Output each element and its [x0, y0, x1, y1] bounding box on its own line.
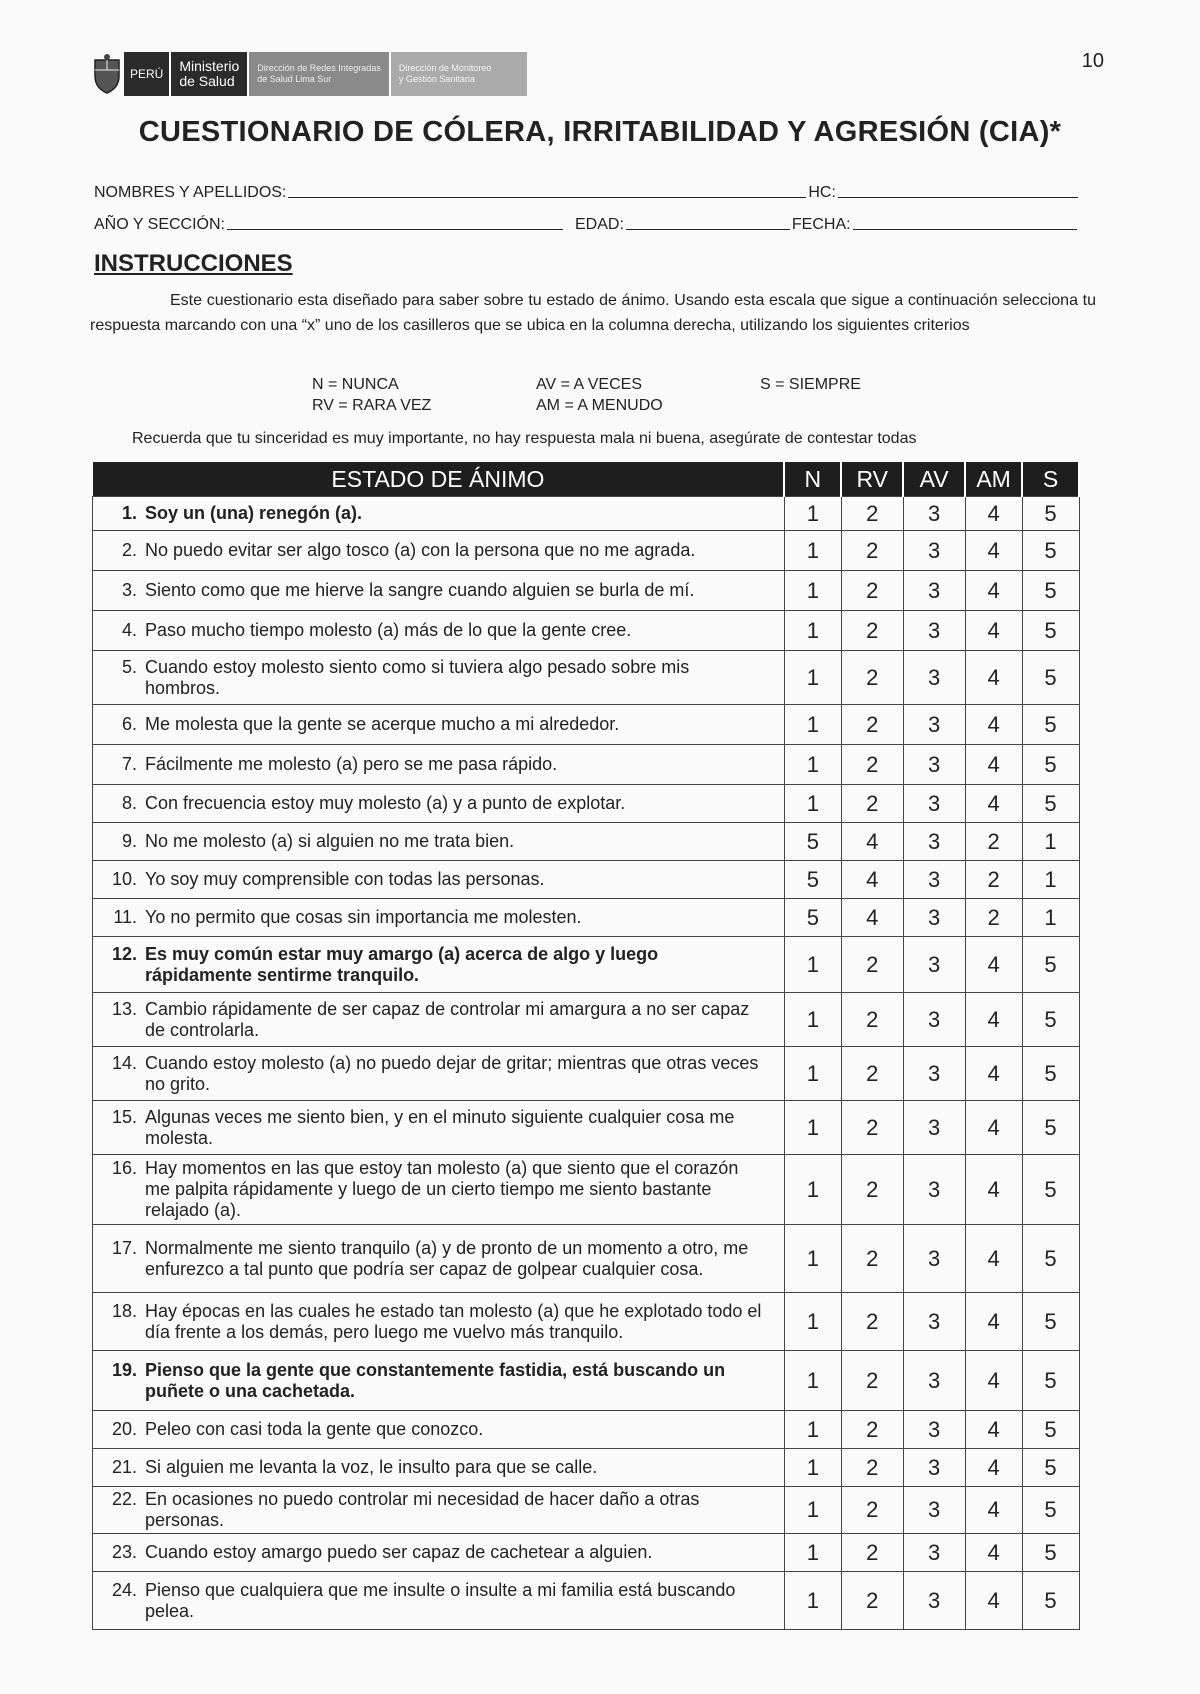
question-text: Es muy común estar muy amargo (a) acerca de algo y luego rápidamente sentirme tranquilo. — [145, 943, 659, 985]
answer-cell-s[interactable]: 1 — [1022, 823, 1079, 861]
question-cell — [93, 785, 785, 823]
answer-cell-av[interactable]: 3 — [903, 1572, 965, 1630]
question-text: Pienso que la gente que constantemente fastidia, está buscando un puñete o una cachetada. — [145, 1359, 726, 1401]
answer-cell-s[interactable]: 5 — [1022, 1351, 1079, 1411]
header-av: AV — [903, 462, 965, 497]
answer-cell-av[interactable]: 3 — [903, 1225, 965, 1293]
page-number: 10 — [1081, 50, 1104, 72]
question-text: Cambio rápidamente de ser capaz de controlar mi amargura a no ser capaz de controlarla. — [145, 998, 750, 1040]
answer-cell-av[interactable]: 3 — [903, 1293, 965, 1351]
age-label: EDAD: — [575, 216, 624, 233]
question-number: 5. — [121, 656, 137, 677]
answer-cell-s[interactable]: 1 — [1022, 899, 1079, 937]
age-input-line[interactable] — [626, 228, 790, 230]
table-row — [93, 861, 1080, 899]
answer-cell-am[interactable]: 4 — [965, 497, 1022, 531]
question-text: Algunas veces me siento bien, y en el minuto siguiente cualquier cosa me molesta. — [145, 1106, 735, 1148]
table-row — [93, 1293, 1080, 1351]
answer-cell-n[interactable]: 1 — [784, 497, 841, 531]
legend-col-2 — [536, 374, 663, 416]
answer-cell-am[interactable]: 4 — [965, 745, 1022, 785]
answer-cell-rv[interactable]: 2 — [841, 705, 903, 745]
hc-label: HC: — [808, 184, 836, 201]
answer-cell-s[interactable]: 5 — [1022, 993, 1079, 1047]
question-number: 12. — [111, 943, 137, 964]
answer-cell-rv[interactable]: 2 — [841, 785, 903, 823]
answer-cell-av[interactable]: 3 — [903, 823, 965, 861]
ministry-label — [169, 52, 247, 96]
table-row — [93, 1534, 1080, 1572]
table-row — [93, 1411, 1080, 1449]
country-label: PERÚ — [124, 52, 169, 96]
question-cell — [93, 745, 785, 785]
question-number: 13. — [111, 998, 137, 1019]
question-number: 22. — [111, 1489, 137, 1509]
question-cell — [93, 1351, 785, 1411]
answer-cell-s[interactable]: 5 — [1022, 1534, 1079, 1572]
answer-cell-rv[interactable]: 2 — [841, 1351, 903, 1411]
question-cell — [93, 899, 785, 937]
question-cell — [93, 705, 785, 745]
question-number: 20. — [111, 1419, 137, 1439]
legend-av: AV = A VECES — [536, 376, 642, 393]
table-row — [93, 611, 1080, 651]
answer-cell-s[interactable]: 5 — [1022, 1155, 1079, 1225]
date-label: FECHA: — [791, 216, 851, 233]
answer-cell-av[interactable]: 3 — [903, 1101, 965, 1155]
question-text: En ocasiones no puedo controlar mi necesidad de hacer daño a otras personas. — [145, 1489, 700, 1530]
answer-cell-n[interactable]: 1 — [784, 571, 841, 611]
answer-cell-rv[interactable]: 2 — [841, 1487, 903, 1534]
answer-cell-s[interactable]: 5 — [1022, 1572, 1079, 1630]
answer-cell-av[interactable]: 3 — [903, 705, 965, 745]
answer-cell-s[interactable]: 5 — [1022, 937, 1079, 993]
answer-cell-am[interactable]: 4 — [965, 611, 1022, 651]
answer-cell-n[interactable]: 1 — [784, 993, 841, 1047]
section-age-date-row — [94, 216, 1094, 234]
answer-cell-rv[interactable]: 2 — [841, 1572, 903, 1630]
question-cell — [93, 1572, 785, 1630]
question-text: Cuando estoy molesto siento como si tuviera algo pesado sobre mis hombros. — [145, 656, 690, 698]
question-cell — [93, 823, 785, 861]
answer-cell-n[interactable]: 1 — [784, 1047, 841, 1101]
question-text: Hay épocas en las cuales he estado tan molesto (a) que he explotado todo el día frente a los demás, pero luego me vuelvo más tranquilo. — [145, 1300, 762, 1342]
answer-cell-am[interactable]: 2 — [965, 823, 1022, 861]
answer-cell-rv[interactable]: 2 — [841, 993, 903, 1047]
answer-cell-av[interactable]: 3 — [903, 899, 965, 937]
answer-cell-rv[interactable]: 2 — [841, 745, 903, 785]
answer-cell-n[interactable]: 1 — [784, 531, 841, 571]
answer-cell-am[interactable]: 4 — [965, 1534, 1022, 1572]
question-number: 17. — [111, 1237, 137, 1258]
answer-cell-n[interactable]: 5 — [784, 861, 841, 899]
answer-cell-am[interactable]: 4 — [965, 651, 1022, 705]
table-row — [93, 651, 1080, 705]
answer-cell-rv[interactable]: 2 — [841, 937, 903, 993]
answer-cell-am[interactable]: 4 — [965, 1351, 1022, 1411]
monitoring-label — [389, 52, 527, 96]
question-number: 7. — [121, 754, 137, 774]
table-row — [93, 1572, 1080, 1630]
answer-cell-am[interactable]: 4 — [965, 1047, 1022, 1101]
table-row — [93, 1047, 1080, 1101]
questionnaire-body — [93, 497, 1080, 1630]
instructions-text-block — [90, 288, 1096, 338]
answer-cell-am[interactable]: 4 — [965, 571, 1022, 611]
question-text: No me molesto (a) si alguien no me trata bien. — [145, 831, 515, 851]
question-number: 10. — [111, 869, 137, 889]
answer-cell-rv[interactable]: 2 — [841, 571, 903, 611]
answer-cell-rv[interactable]: 2 — [841, 1293, 903, 1351]
question-text: Cuando estoy amargo puedo ser capaz de cachetear a alguien. — [145, 1542, 653, 1562]
answer-cell-s[interactable]: 5 — [1022, 611, 1079, 651]
answer-cell-av[interactable]: 3 — [903, 1411, 965, 1449]
names-label: NOMBRES Y APELLIDOS: — [94, 184, 287, 201]
answer-cell-n[interactable]: 1 — [784, 1225, 841, 1293]
answer-cell-am[interactable]: 4 — [965, 1411, 1022, 1449]
answer-cell-rv[interactable]: 2 — [841, 1155, 903, 1225]
answer-cell-n[interactable]: 1 — [784, 611, 841, 651]
names-input-line[interactable] — [288, 196, 806, 198]
question-text: Fácilmente me molesto (a) pero se me pasa rápido. — [145, 754, 558, 774]
answer-cell-s[interactable]: 5 — [1022, 705, 1079, 745]
question-cell — [93, 1101, 785, 1155]
answer-cell-rv[interactable]: 2 — [841, 531, 903, 571]
answer-cell-rv[interactable]: 4 — [841, 823, 903, 861]
table-row — [93, 531, 1080, 571]
question-number: 4. — [121, 620, 137, 640]
answer-cell-av[interactable]: 3 — [903, 1351, 965, 1411]
answer-cell-av[interactable]: 3 — [903, 745, 965, 785]
legend-rv: RV = RARA VEZ — [312, 397, 432, 414]
directorate-line-1: Dirección de Redes Integradas — [257, 63, 381, 73]
table-header-row — [93, 462, 1080, 497]
question-number: 6. — [121, 714, 137, 734]
legend-col-3 — [760, 374, 861, 395]
answer-cell-av[interactable]: 3 — [903, 937, 965, 993]
question-cell — [93, 1449, 785, 1487]
ministry-line-2: de Salud — [179, 73, 235, 89]
answer-cell-rv[interactable]: 2 — [841, 651, 903, 705]
question-cell — [93, 993, 785, 1047]
table-row — [93, 1101, 1080, 1155]
question-number: 1. — [121, 503, 137, 523]
answer-cell-am[interactable]: 4 — [965, 1487, 1022, 1534]
questionnaire-table — [92, 462, 1080, 1630]
answer-cell-av[interactable]: 3 — [903, 1487, 965, 1534]
question-text: Siento como que me hierve la sangre cuando alguien se burla de mí. — [145, 580, 695, 600]
answer-cell-n[interactable]: 1 — [784, 1411, 841, 1449]
table-row — [93, 745, 1080, 785]
answer-cell-av[interactable]: 3 — [903, 785, 965, 823]
question-cell — [93, 571, 785, 611]
answer-cell-rv[interactable]: 2 — [841, 1101, 903, 1155]
question-text: Normalmente me siento tranquilo (a) y de pronto de un momento a otro, me enfurezco a tal punto que podría ser capaz de golpear cualquier cosa. — [145, 1237, 749, 1279]
answer-cell-am[interactable]: 2 — [965, 861, 1022, 899]
answer-cell-rv[interactable]: 2 — [841, 1534, 903, 1572]
answer-cell-av[interactable]: 3 — [903, 651, 965, 705]
answer-cell-am[interactable]: 4 — [965, 531, 1022, 571]
reminder-text: Recuerda que tu sinceridad es muy importante, no hay respuesta mala ni buena, asegúrate de contestar todas — [132, 430, 917, 447]
question-cell — [93, 861, 785, 899]
answer-cell-rv[interactable]: 2 — [841, 1047, 903, 1101]
answer-cell-rv[interactable]: 2 — [841, 497, 903, 531]
table-row — [93, 1351, 1080, 1411]
answer-cell-n[interactable]: 1 — [784, 1449, 841, 1487]
question-cell — [93, 611, 785, 651]
answer-cell-rv[interactable]: 2 — [841, 1411, 903, 1449]
answer-cell-s[interactable]: 5 — [1022, 531, 1079, 571]
question-text: Si alguien me levanta la voz, le insulto para que se calle. — [145, 1457, 598, 1477]
answer-cell-am[interactable]: 4 — [965, 937, 1022, 993]
question-number: 23. — [111, 1542, 137, 1562]
ministry-header — [90, 52, 527, 96]
answer-cell-am[interactable]: 4 — [965, 1225, 1022, 1293]
question-cell — [93, 1155, 785, 1225]
answer-cell-am[interactable]: 4 — [965, 993, 1022, 1047]
question-text: Pienso que cualquiera que me insulte o insulte a mi familia está buscando pelea. — [145, 1579, 736, 1621]
answer-cell-s[interactable]: 5 — [1022, 1487, 1079, 1534]
header-am: AM — [965, 462, 1022, 497]
header-rv: RV — [841, 462, 903, 497]
question-text: No puedo evitar ser algo tosco (a) con la persona que no me agrada. — [145, 540, 696, 560]
monitoring-line-2: y Gestión Sanitaria — [398, 74, 475, 84]
hc-input-line[interactable] — [838, 196, 1078, 198]
question-text: Yo soy muy comprensible con todas las personas. — [145, 869, 545, 889]
answer-cell-am[interactable]: 4 — [965, 1101, 1022, 1155]
year-section-input-line[interactable] — [227, 228, 563, 230]
question-text: Yo no permito que cosas sin importancia me molesten. — [145, 907, 582, 927]
question-number: 15. — [111, 1106, 137, 1127]
answer-cell-n[interactable]: 1 — [784, 1101, 841, 1155]
answer-cell-s[interactable]: 5 — [1022, 785, 1079, 823]
answer-cell-rv[interactable]: 2 — [841, 611, 903, 651]
question-cell — [93, 1225, 785, 1293]
question-number: 8. — [121, 793, 137, 813]
monitoring-line-1: Dirección de Monitoreo — [398, 63, 492, 73]
table-row — [93, 1155, 1080, 1225]
answer-cell-s[interactable]: 5 — [1022, 1101, 1079, 1155]
question-cell — [93, 1534, 785, 1572]
question-cell — [93, 1047, 785, 1101]
answer-cell-n[interactable]: 1 — [784, 651, 841, 705]
answer-cell-s[interactable]: 5 — [1022, 651, 1079, 705]
table-row — [93, 823, 1080, 861]
answer-cell-av[interactable]: 3 — [903, 531, 965, 571]
date-input-line[interactable] — [853, 228, 1077, 230]
answer-cell-n[interactable]: 1 — [784, 1293, 841, 1351]
question-cell — [93, 937, 785, 993]
page-title: CUESTIONARIO DE CÓLERA, IRRITABILIDAD Y AGRESIÓN (CIA)* — [138, 116, 1062, 148]
answer-cell-s[interactable]: 5 — [1022, 497, 1079, 531]
answer-cell-s[interactable]: 5 — [1022, 571, 1079, 611]
answer-cell-s[interactable]: 5 — [1022, 1411, 1079, 1449]
instructions-text: Este cuestionario esta diseñado para saber sobre tu estado de ánimo. Usando esta escala que sigue a continuación selecciona tu respuesta marcando con una “x” uno de los casilleros que se ubica en la columna derecha, utilizando los siguientes criterios — [90, 292, 1096, 334]
answer-cell-av[interactable]: 3 — [903, 861, 965, 899]
answer-cell-am[interactable]: 4 — [965, 1449, 1022, 1487]
answer-cell-s[interactable]: 1 — [1022, 861, 1079, 899]
ministry-line-1: Ministerio — [179, 58, 240, 74]
question-text: Cuando estoy molesto (a) no puedo dejar de gritar; mientras que otras veces no grito. — [145, 1052, 759, 1094]
table-row — [93, 571, 1080, 611]
table-row — [93, 1487, 1080, 1534]
answer-cell-n[interactable]: 1 — [784, 1155, 841, 1225]
question-number: 24. — [111, 1579, 137, 1600]
answer-cell-rv[interactable]: 2 — [841, 1449, 903, 1487]
answer-cell-av[interactable]: 3 — [903, 993, 965, 1047]
question-number: 3. — [121, 580, 137, 600]
question-number: 16. — [111, 1158, 137, 1178]
answer-cell-av[interactable]: 3 — [903, 571, 965, 611]
answer-cell-s[interactable]: 5 — [1022, 1225, 1079, 1293]
table-row — [93, 1449, 1080, 1487]
peru-coat-of-arms-icon — [90, 52, 124, 96]
table-row — [93, 705, 1080, 745]
table-row — [93, 1225, 1080, 1293]
question-cell — [93, 651, 785, 705]
question-text: Soy un (una) renegón (a). — [145, 503, 363, 523]
answer-cell-s[interactable]: 5 — [1022, 1047, 1079, 1101]
answer-cell-am[interactable]: 4 — [965, 705, 1022, 745]
answer-cell-rv[interactable]: 2 — [841, 1225, 903, 1293]
question-text: Me molesta que la gente se acerque mucho a mi alrededor. — [145, 714, 620, 734]
table-row — [93, 785, 1080, 823]
question-cell — [93, 1293, 785, 1351]
answer-cell-av[interactable]: 3 — [903, 611, 965, 651]
question-number: 11. — [113, 907, 137, 927]
question-number: 2. — [121, 540, 137, 560]
answer-cell-n[interactable]: 1 — [784, 785, 841, 823]
directorate-line-2: de Salud Lima Sur — [257, 74, 332, 84]
instructions-heading: INSTRUCCIONES — [94, 250, 293, 277]
answer-cell-s[interactable]: 5 — [1022, 1293, 1079, 1351]
answer-cell-n[interactable]: 1 — [784, 1487, 841, 1534]
header-estado-de-animo: ESTADO DE ÁNIMO — [93, 462, 785, 497]
header-n: N — [784, 462, 841, 497]
table-row — [93, 899, 1080, 937]
legend-s: S = SIEMPRE — [760, 376, 861, 393]
legend-am: AM = A MENUDO — [536, 397, 663, 414]
answer-cell-am[interactable]: 4 — [965, 1572, 1022, 1630]
answer-cell-am[interactable]: 4 — [965, 1293, 1022, 1351]
legend-n: N = NUNCA — [312, 376, 399, 393]
answer-cell-av[interactable]: 3 — [903, 497, 965, 531]
answer-cell-n[interactable]: 1 — [784, 1351, 841, 1411]
answer-cell-n[interactable]: 1 — [784, 1534, 841, 1572]
answer-cell-rv[interactable]: 4 — [841, 861, 903, 899]
answer-cell-rv[interactable]: 4 — [841, 899, 903, 937]
question-text: Con frecuencia estoy muy molesto (a) y a punto de explotar. — [145, 793, 626, 813]
answer-cell-n[interactable]: 1 — [784, 705, 841, 745]
answer-cell-n[interactable]: 1 — [784, 937, 841, 993]
question-number: 9. — [121, 831, 137, 851]
header-s: S — [1022, 462, 1079, 497]
question-cell — [93, 1411, 785, 1449]
answer-cell-av[interactable]: 3 — [903, 1155, 965, 1225]
legend-col-1 — [312, 374, 431, 416]
table-row — [93, 937, 1080, 993]
question-cell — [93, 531, 785, 571]
answer-cell-am[interactable]: 4 — [965, 1155, 1022, 1225]
answer-cell-av[interactable]: 3 — [903, 1449, 965, 1487]
answer-cell-am[interactable]: 4 — [965, 785, 1022, 823]
question-number: 21. — [111, 1457, 137, 1477]
question-text: Paso mucho tiempo molesto (a) más de lo que la gente cree. — [145, 620, 632, 640]
question-number: 14. — [111, 1052, 137, 1073]
question-cell — [93, 1487, 785, 1534]
answer-cell-n[interactable]: 1 — [784, 1572, 841, 1630]
answer-cell-s[interactable]: 5 — [1022, 1449, 1079, 1487]
answer-cell-av[interactable]: 3 — [903, 1047, 965, 1101]
answer-cell-n[interactable]: 5 — [784, 899, 841, 937]
answer-cell-s[interactable]: 5 — [1022, 745, 1079, 785]
answer-cell-am[interactable]: 2 — [965, 899, 1022, 937]
question-number: 18. — [111, 1300, 137, 1321]
question-text: Peleo con casi toda la gente que conozco. — [145, 1419, 484, 1439]
year-section-label: AÑO Y SECCIÓN: — [94, 216, 225, 233]
question-cell — [93, 497, 785, 531]
table-row — [93, 497, 1080, 531]
answer-cell-av[interactable]: 3 — [903, 1534, 965, 1572]
answer-cell-n[interactable]: 1 — [784, 745, 841, 785]
table-row — [93, 993, 1080, 1047]
name-hc-row — [94, 184, 1094, 202]
question-number: 19. — [111, 1359, 137, 1380]
question-text: Hay momentos en las que estoy tan molesto (a) que siento que el corazón me palpita rápidamente y luego de un cierto tiempo me siento bastante relajado (a). — [145, 1158, 739, 1220]
directorate-label — [247, 52, 389, 96]
answer-cell-n[interactable]: 5 — [784, 823, 841, 861]
